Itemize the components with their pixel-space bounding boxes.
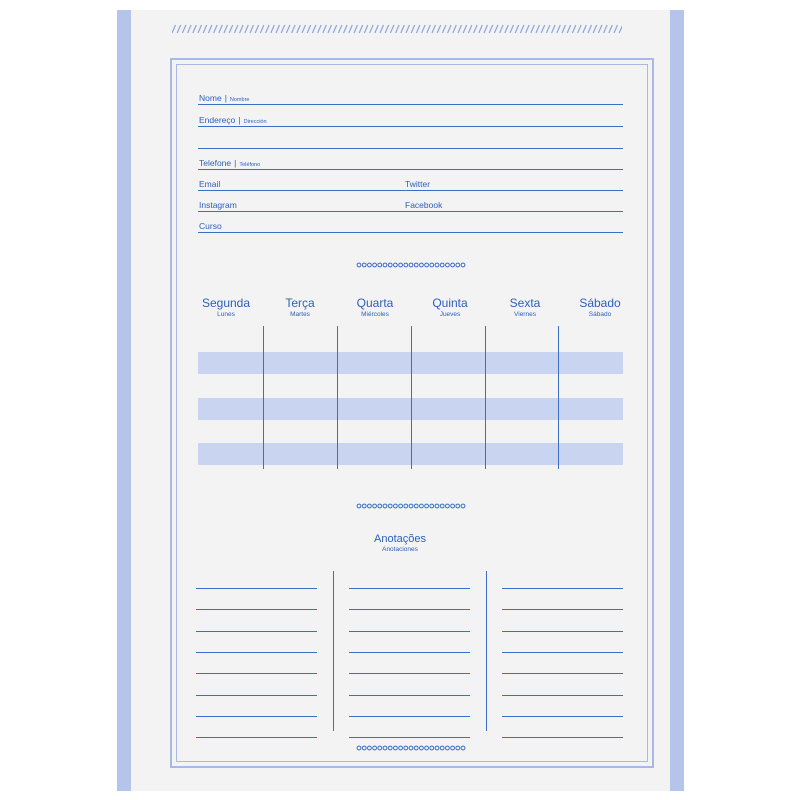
day-name: Terça (285, 296, 315, 310)
notes-line[interactable] (349, 673, 470, 674)
day-name: Quinta (432, 296, 468, 310)
notes-line[interactable] (196, 673, 317, 674)
facebook-label: Facebook (405, 200, 443, 210)
day-name-es: Sábado (588, 311, 612, 318)
notes-line[interactable] (349, 652, 470, 653)
nome-label-text: Nome (199, 93, 222, 103)
notes-line[interactable] (196, 737, 317, 738)
day-name-es: Viernes (514, 311, 536, 318)
day-header-terca (265, 296, 335, 319)
notes-line[interactable] (502, 737, 623, 738)
instagram-label: Instagram (199, 200, 237, 210)
day-name-es: Jueves (439, 311, 461, 318)
notes-line[interactable] (502, 716, 623, 717)
nome-sublabel: Nombre (229, 97, 250, 103)
notes-line[interactable] (349, 716, 470, 717)
day-name: Segunda (201, 296, 251, 310)
notes-line[interactable] (502, 588, 623, 589)
notes-line[interactable] (502, 609, 623, 610)
telefone-label-text: Telefone (199, 158, 232, 168)
left-color-band (117, 10, 131, 791)
day-name-es: Lunes (217, 311, 235, 318)
schedule-column-divider (411, 326, 412, 469)
endereco-field[interactable] (198, 126, 623, 127)
notes-line[interactable] (196, 588, 317, 589)
notes-line[interactable] (196, 631, 317, 632)
dot-divider (356, 261, 466, 269)
separator: | (234, 158, 237, 168)
day-header-quarta (340, 296, 410, 319)
notes-line[interactable] (196, 652, 317, 653)
dot-divider (356, 744, 466, 752)
twitter-label: Twitter (405, 179, 431, 189)
notes-line[interactable] (196, 716, 317, 717)
notes-line[interactable] (502, 695, 623, 696)
notes-line[interactable] (349, 695, 470, 696)
endereco-sublabel: Dirección (243, 119, 267, 125)
notes-title: Anotações (374, 533, 426, 545)
notes-line[interactable] (196, 609, 317, 610)
day-header-sexta (490, 296, 560, 319)
notes-column-divider (486, 571, 487, 731)
day-name: Quarta (356, 296, 394, 310)
day-name: Sábado (579, 296, 621, 310)
notes-subtitle: Anotaciones (382, 546, 418, 553)
endereco-label-text: Endereço (199, 115, 236, 125)
day-header-segunda (191, 296, 261, 319)
day-name-es: Miércoles (361, 311, 389, 318)
hatch-pattern (172, 24, 622, 34)
notes-heading (330, 533, 470, 554)
email-label: Email (199, 179, 221, 189)
day-name: Sexta (509, 296, 541, 310)
notes-column-divider (333, 571, 334, 731)
day-header-quinta (415, 296, 485, 319)
curso-label: Curso (199, 221, 222, 231)
telefone-field[interactable] (198, 169, 623, 170)
notes-line[interactable] (349, 609, 470, 610)
separator: | (224, 93, 227, 103)
notes-line[interactable] (349, 588, 470, 589)
right-color-band (670, 10, 684, 791)
notes-line[interactable] (349, 737, 470, 738)
notes-line[interactable] (502, 673, 623, 674)
curso-field[interactable] (198, 232, 623, 233)
notes-line[interactable] (502, 652, 623, 653)
dot-divider (356, 502, 466, 510)
day-name-es: Martes (290, 311, 310, 318)
schedule-column-divider (263, 326, 264, 469)
telefone-sublabel: Teléfono (239, 162, 261, 168)
endereco-field-line-2[interactable] (198, 148, 623, 149)
schedule-column-divider (337, 326, 338, 469)
notes-line[interactable] (196, 695, 317, 696)
schedule-column-divider (558, 326, 559, 469)
instagram-facebook-field[interactable] (198, 211, 623, 212)
notes-line[interactable] (502, 631, 623, 632)
email-twitter-field[interactable] (198, 190, 623, 191)
notes-line[interactable] (349, 631, 470, 632)
day-header-sabado (565, 296, 635, 319)
nome-field[interactable] (198, 104, 623, 105)
separator: | (238, 115, 241, 125)
schedule-column-divider (485, 326, 486, 469)
